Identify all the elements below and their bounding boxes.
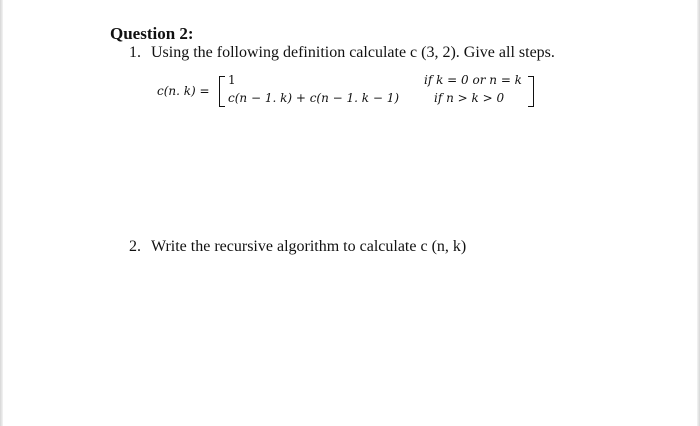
left-bracket	[219, 76, 225, 107]
formula-case1-value: 1	[228, 73, 236, 87]
formula-case1-condition: if k = 0 or n = k	[424, 73, 522, 87]
list-item-number: 2.	[129, 238, 141, 255]
formula-case2-value: c(n − 1. k) + c(n − 1. k − 1)	[228, 91, 400, 105]
formula-lhs: c(n. k) =	[157, 84, 210, 98]
list-item-2	[129, 238, 466, 256]
list-item-text: Using the following definition calculate c (3, 2). Give all steps.	[151, 44, 555, 61]
list-item-1	[129, 44, 555, 62]
list-item-text: Write the recursive algorithm to calculate c (n, k)	[151, 238, 467, 255]
question-title: Question 2:	[110, 24, 194, 43]
formula-case2-condition: if n > k > 0	[434, 91, 505, 105]
page-edge-left	[0, 0, 3, 426]
list-item-number: 1.	[129, 44, 141, 61]
right-bracket	[528, 76, 534, 107]
